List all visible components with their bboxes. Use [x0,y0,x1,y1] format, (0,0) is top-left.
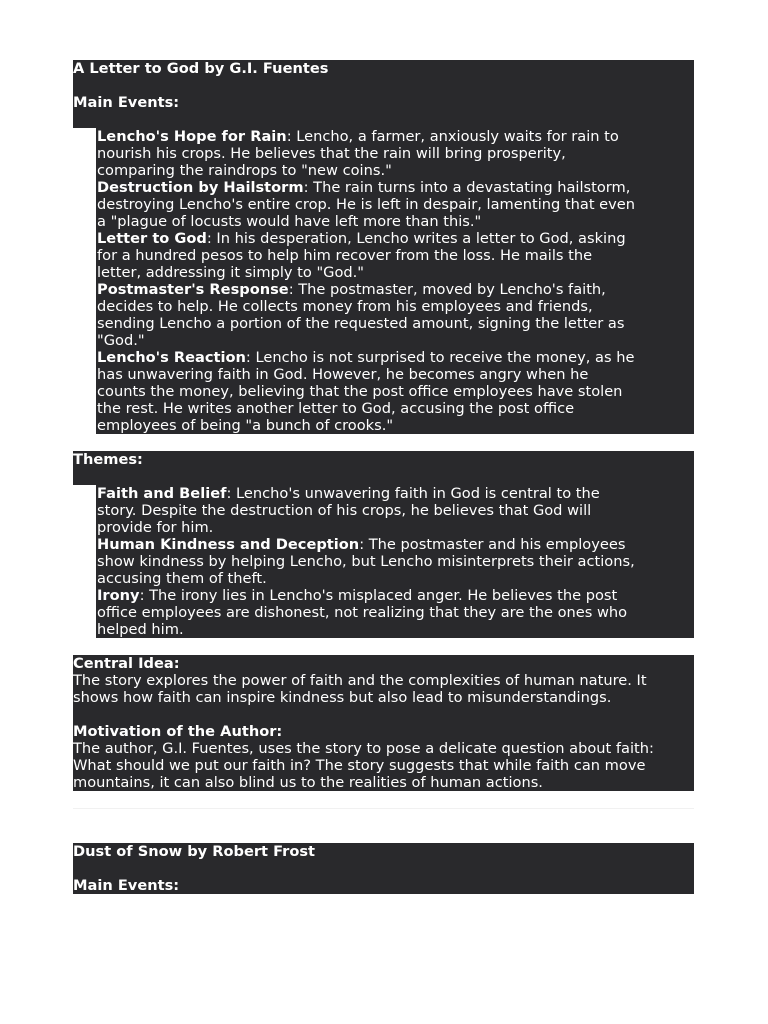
list-item-text: helped him. [97,621,184,638]
document-title: Dust of Snow by Robert Frost [73,843,694,860]
list-item-label: Destruction by Hailstorm [97,179,304,196]
list-item-text: Letter to God: In his desperation, Lencho writes a letter to God, asking [97,230,626,247]
central-idea-text-line: The story explores the power of faith and the complexities of human nature. It [73,672,694,689]
list-item-text: office employees are dishonest, not realizing that they are the ones who [97,604,628,621]
event-list-item [73,281,694,349]
letter-to-god-section [73,60,694,791]
event-list-item [73,128,694,179]
list-item-label: Postmaster's Response [97,281,289,298]
motivation-text-line: The author, G.I. Fuentes, uses the story to pose a delicate question about faith: [73,740,694,757]
list-item-text: Human Kindness and Deception: The postmaster and his employees [97,536,626,553]
event-list-item [73,230,694,281]
list-number: 5. [81,349,95,366]
list-item-text: Destruction by Hailstorm: The rain turns into a devastating hailstorm, [97,179,631,196]
event-list-item [73,179,694,230]
central-idea-heading: Central Idea: [73,655,694,672]
list-item-text: comparing the raindrops to "new coins." [97,162,392,179]
list-item-text: show kindness by helping Lencho, but Lencho misinterprets their actions, [97,553,635,570]
motivation-text-line: What should we put our faith in? The story suggests that while faith can move [73,757,694,774]
motivation-text-line: mountains, it can also blind us to the realities of human actions. [73,774,694,791]
list-item-label: Human Kindness and Deception [97,536,360,553]
document-title: A Letter to God by G.I. Fuentes [73,60,694,77]
main-events-list [73,128,694,434]
themes-list [73,485,694,638]
bullet-icon: • [73,587,82,604]
list-item-text: counts the money, believing that the post office employees have stolen [97,383,623,400]
list-item-label: Lencho's Hope for Rain [97,128,287,145]
list-item-label: Letter to God [97,230,207,247]
list-item-text: letter, addressing it simply to "God." [97,264,365,281]
list-item-text: Faith and Belief: Lencho's unwavering faith in God is central to the [97,485,600,502]
theme-list-item [73,587,694,638]
themes-heading: Themes: [73,451,694,468]
bullet-icon: • [73,485,82,502]
list-item-text: Lencho's Reaction: Lencho is not surprised to receive the money, as he [97,349,635,366]
list-item-text: sending Lencho a portion of the requested amount, signing the letter as [97,315,625,332]
list-item-text: for a hundred pesos to help him recover from the loss. He mails the [97,247,593,264]
bullet-icon: • [73,536,82,553]
list-item-text: "God." [97,332,145,349]
motivation-heading: Motivation of the Author: [73,723,694,740]
list-item-text: nourish his crops. He believes that the rain will bring prosperity, [97,145,566,162]
central-idea-text-line: shows how faith can inspire kindness but also lead to misunderstandings. [73,689,694,706]
list-item-text: decides to help. He collects money from his employees and friends, [97,298,593,315]
theme-list-item [73,485,694,536]
list-number: 2. [81,179,95,196]
list-item-text: Irony: The irony lies in Lencho's misplaced anger. He believes the post [97,587,618,604]
list-item-text: a "plague of locusts would have left more than this." [97,213,482,230]
list-item-text: provide for him. [97,519,214,536]
list-item-text: Lencho's Hope for Rain: Lencho, a farmer, anxiously waits for rain to [97,128,619,145]
list-item-text: story. Despite the destruction of his crops, he believes that God will [97,502,592,519]
dust-of-snow-section [73,843,694,894]
list-item-label: Irony [97,587,140,604]
page-divider [73,808,694,809]
list-item-text: the rest. He writes another letter to God, accusing the post office [97,400,575,417]
list-item-text: Postmaster's Response: The postmaster, moved by Lencho's faith, [97,281,606,298]
list-item-text: destroying Lencho's entire crop. He is left in despair, lamenting that even [97,196,636,213]
list-item-text: employees of being "a bunch of crooks." [97,417,394,434]
main-events-heading: Main Events: [73,94,694,111]
main-events-heading: Main Events: [73,877,694,894]
event-list-item [73,349,694,434]
list-item-text: accusing them of theft. [97,570,267,587]
list-item-text: has unwavering faith in God. However, he becomes angry when he [97,366,589,383]
list-item-label: Lencho's Reaction [97,349,246,366]
list-number: 1. [81,128,95,145]
list-number: 3. [81,230,95,247]
theme-list-item [73,536,694,587]
list-number: 4. [81,281,95,298]
list-item-label: Faith and Belief [97,485,227,502]
